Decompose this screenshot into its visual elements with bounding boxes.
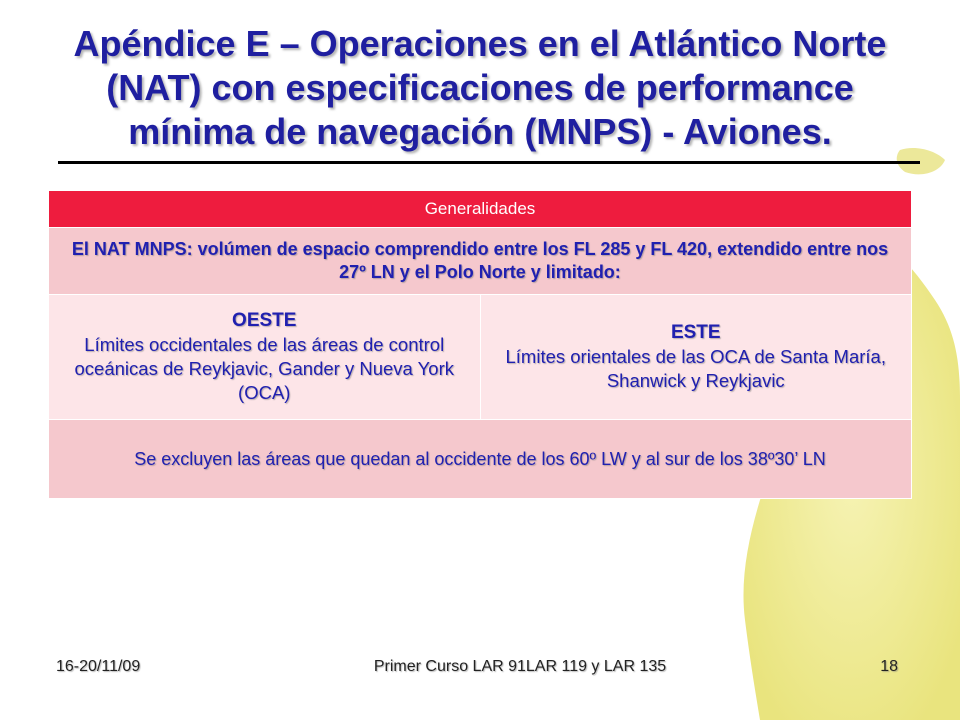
mnps-table (48, 190, 912, 499)
footer-page-number: 18 (880, 658, 898, 675)
east-cell (480, 295, 912, 420)
exclusion-cell: Se excluyen las áreas que quedan al occidente de los 60º LW y al sur de los 38º30’ LN (49, 420, 912, 499)
east-text: Límites orientales de las OCA de Santa María, Shanwick y Reykjavic (505, 346, 886, 391)
west-heading: OESTE (232, 310, 297, 331)
table-row (49, 420, 912, 499)
table-row (49, 228, 912, 295)
east-heading: ESTE (670, 322, 721, 343)
west-text: Límites occidentales de las áreas de control oceánicas de Reykjavic, Gander y Nueva York (OCA) (74, 334, 454, 403)
footer-course: Primer Curso LAR 91LAR 119 y LAR 135 (373, 658, 667, 675)
title-divider (58, 161, 920, 164)
table-row (49, 191, 912, 228)
footer-date: 16-20/11/09 (56, 658, 141, 675)
west-cell (49, 295, 481, 420)
table-header: Generalidades (49, 191, 912, 228)
definition-cell: El NAT MNPS: volúmen de espacio comprendido entre los FL 285 y FL 420, extendido entre nos 27º LN y el Polo Norte y limitado: (49, 228, 912, 295)
slide-title: Apéndice E – Operaciones en el Atlántico Norte (NAT) con especificaciones de performance mínima de navegación (MNPS) - Aviones. (73, 23, 887, 152)
table-row (49, 295, 912, 420)
